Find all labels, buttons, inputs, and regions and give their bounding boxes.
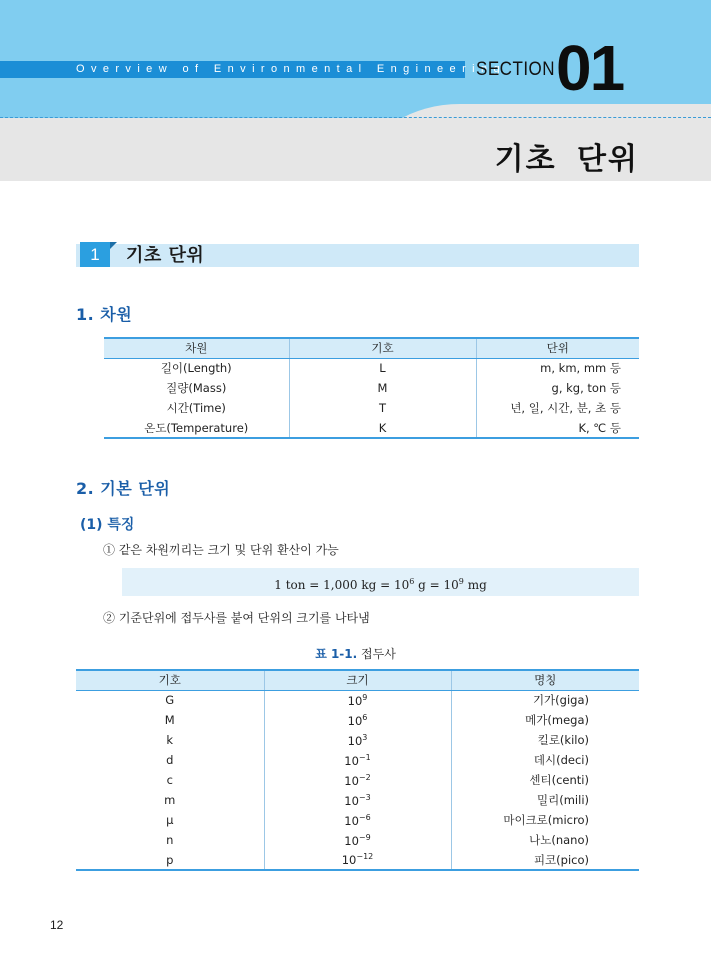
prefix-size — [264, 850, 451, 870]
formula-part: mg — [463, 578, 487, 592]
prefix-name: 기가(giga) — [451, 690, 639, 710]
prefix-size — [264, 710, 451, 730]
table-row — [104, 418, 639, 438]
size-exponent: 6 — [362, 712, 368, 722]
header-subtitle: Overview of Environmental Engineering — [76, 63, 507, 75]
prefix-symbol: μ — [166, 813, 174, 827]
size-base: 10 — [347, 733, 363, 748]
formula-part: g = 10 — [414, 578, 459, 592]
col-header: 기호 — [289, 338, 476, 358]
page-title: 기초 단위 — [494, 142, 639, 177]
dimension-heading: 1. 차원 — [76, 305, 133, 324]
section-bar-number: 1 — [80, 242, 110, 267]
prefix-symbol: M — [164, 713, 175, 727]
formula-exponent: 6 — [409, 577, 415, 586]
table-row — [104, 358, 639, 378]
table-row — [76, 730, 639, 750]
size-base: 10 — [344, 753, 359, 768]
prefix-name: 메가(mega) — [451, 710, 639, 730]
section-bar-title: 기초 단위 — [126, 245, 205, 266]
table-cell: 시간(Time) — [166, 401, 226, 415]
size-exponent: −12 — [356, 852, 374, 861]
table-cell: g, kg, ton 등 — [476, 378, 639, 398]
table-cell: M — [289, 378, 476, 398]
table-cell: 온도(Temperature) — [104, 418, 289, 438]
caption-label: 표 1-1. — [315, 647, 358, 661]
size-exponent: 3 — [362, 732, 368, 742]
caption-text: 접두사 — [357, 647, 396, 661]
table-cell: L — [289, 358, 476, 378]
formula-exponent: 9 — [458, 577, 464, 586]
table-row — [76, 690, 639, 710]
prefix-size — [264, 750, 451, 770]
table-row — [104, 378, 639, 398]
table-cell: 질량(Mass) — [166, 381, 227, 395]
conversion-formula — [122, 568, 639, 596]
size-exponent: −9 — [358, 832, 371, 842]
feature-item-2: ② 기준단위에 접두사를 붙여 단위의 크기를 나타냄 — [103, 611, 370, 625]
table-row — [76, 850, 639, 870]
features-heading: (1) 특징 — [80, 517, 135, 533]
prefix-size — [264, 830, 451, 850]
col-header: 단위 — [476, 338, 639, 358]
table-cell: T — [289, 398, 476, 418]
header-grey-area — [0, 118, 420, 181]
prefix-symbol: n — [166, 833, 174, 847]
table-row — [76, 810, 639, 830]
section-number: 01 — [556, 32, 624, 104]
size-exponent: −1 — [358, 752, 371, 762]
prefix-symbol: p — [76, 850, 264, 870]
page-number: 12 — [50, 918, 64, 932]
section-label: SECTION — [476, 57, 556, 80]
size-exponent: −6 — [358, 812, 371, 822]
table-row — [104, 398, 639, 418]
prefix-symbol: k — [166, 733, 174, 747]
table-cell: m, km, mm 등 — [476, 358, 639, 378]
prefix-name: 피코(pico) — [451, 850, 639, 870]
prefix-name: 마이크로(micro) — [451, 810, 639, 830]
prefix-symbol: m — [164, 793, 176, 807]
prefix-symbol: c — [166, 773, 173, 787]
col-header: 기호 — [76, 670, 264, 690]
section-bar-tab — [110, 242, 117, 249]
size-exponent: 9 — [362, 692, 368, 702]
table-row — [76, 750, 639, 770]
prefix-table — [76, 669, 639, 871]
size-base: 10 — [347, 713, 363, 728]
table-cell: K — [289, 418, 476, 438]
prefix-size — [264, 810, 451, 830]
table-caption — [0, 645, 711, 662]
dimension-table — [104, 337, 639, 439]
formula-part: 1 ton = 1,000 kg = 10 — [274, 578, 410, 592]
header-dashed-line — [0, 117, 711, 118]
col-header: 크기 — [264, 670, 451, 690]
size-exponent: −3 — [358, 792, 371, 802]
prefix-size — [264, 770, 451, 790]
size-exponent: −2 — [358, 772, 371, 782]
table-row — [76, 790, 639, 810]
table-row — [76, 770, 639, 790]
prefix-size — [264, 690, 451, 710]
size-base: 10 — [344, 813, 359, 828]
prefix-name: 밀리(mili) — [451, 790, 639, 810]
prefix-name: 데시(deci) — [451, 750, 639, 770]
table-cell: K, ℃ 등 — [476, 418, 639, 438]
prefix-name: 킬로(kilo) — [451, 730, 639, 750]
prefix-symbol: G — [165, 693, 175, 708]
size-base: 10 — [344, 793, 359, 808]
prefix-symbol: d — [166, 753, 174, 767]
prefix-name: 센티(centi) — [451, 770, 639, 790]
prefix-size — [264, 790, 451, 810]
size-base: 10 — [347, 693, 363, 708]
size-base: 10 — [341, 853, 357, 867]
feature-item-1: ① 같은 차원끼리는 크기 및 단위 환산이 가능 — [103, 543, 339, 557]
table-row — [76, 830, 639, 850]
col-header: 차원 — [104, 338, 289, 358]
table-row — [76, 710, 639, 730]
table-cell: 년, 일, 시간, 분, 초 등 — [476, 398, 639, 418]
size-base: 10 — [344, 833, 359, 848]
prefix-size — [264, 730, 451, 750]
col-header: 명칭 — [451, 670, 639, 690]
prefix-name: 나노(nano) — [451, 830, 639, 850]
size-base: 10 — [344, 773, 359, 788]
table-cell: 길이(Length) — [160, 361, 232, 376]
basic-units-heading: 2. 기본 단위 — [76, 479, 171, 498]
